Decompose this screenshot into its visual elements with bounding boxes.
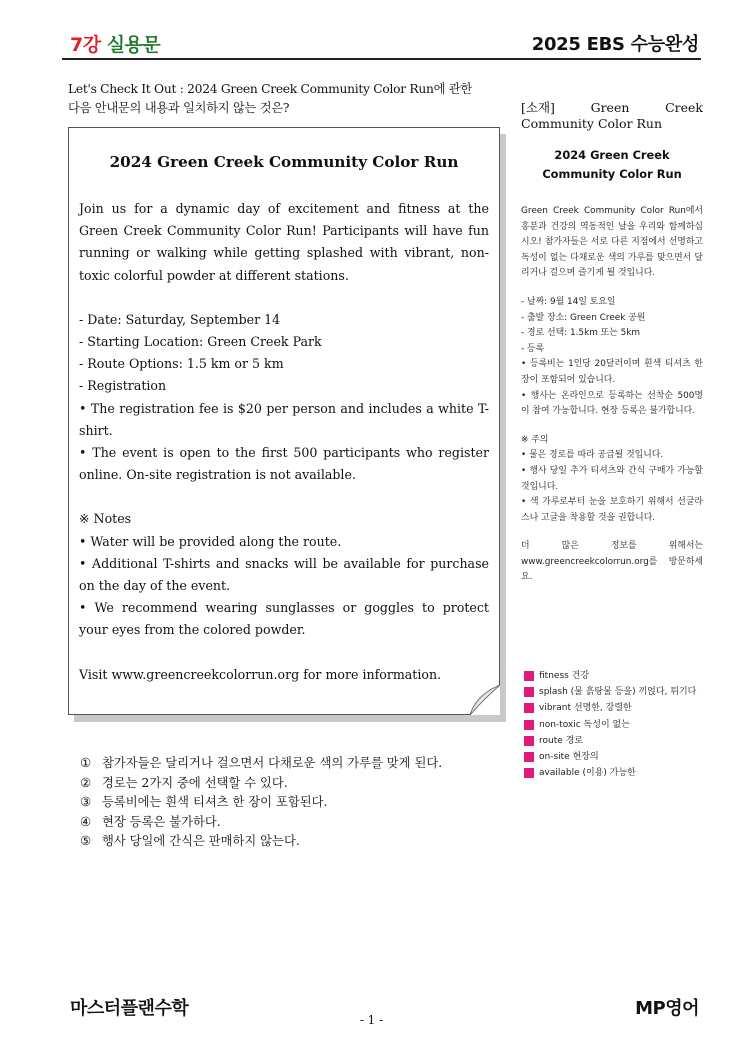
translation-detail: - 경로 선택: 1.5km 또는 5km — [521, 328, 641, 339]
bullet-square-icon — [524, 768, 534, 778]
option-text: 행사 당일에 간식은 판매하지 않는다. — [102, 834, 300, 848]
topic-label-2: Community Color Run — [521, 116, 663, 131]
vocab-item — [524, 684, 709, 700]
notice-title: 2024 Green Creek Community Color Run — [109, 153, 459, 171]
option-text: 참가자들은 달리거나 걸으면서 다채로운 색의 가루를 맞게 된다. — [102, 756, 443, 770]
vocab-text: fitness 건강 — [539, 671, 590, 681]
option-number: ⑤ — [80, 834, 92, 848]
notice-intro: Join us for a dynamic day of excitement and fitness at the Green Creek Community Color Run! Participants will have fun running or walking while getting splashed with vibrant, non-toxic colorful powder at different stations. — [79, 201, 489, 283]
page-curl-icon — [470, 685, 500, 715]
answer-option-4[interactable] — [80, 813, 508, 833]
notice-note: • Water will be provided along the route. — [79, 533, 342, 549]
notice-detail: - Date: Saturday, September 14 — [79, 311, 281, 327]
question-line-2: 다음 안내문의 내용과 일치하지 않는 것은? — [68, 101, 290, 115]
notice-detail: - Registration — [79, 378, 167, 394]
notice-note: • Additional T-shirts and snacks will be available for purchase on the day of the event. — [79, 555, 489, 594]
translation-column — [521, 100, 703, 586]
answer-option-3[interactable] — [80, 793, 508, 813]
translation-visit: 더 많은 정보를 위해서는 www.greencreekcolorrun.org를 방문하세요. — [521, 541, 703, 583]
notice-visit: Visit www.greencreekcolorrun.org for more information. — [79, 666, 442, 682]
vocab-text: on-site 현장의 — [539, 752, 599, 763]
vocab-item — [524, 717, 709, 733]
book-title: 2025 EBS 수능완성 — [531, 34, 699, 55]
option-text: 경로는 2가지 중에 선택할 수 있다. — [102, 775, 288, 790]
notice-detail: - Starting Location: Green Creek Park — [79, 334, 322, 350]
footer-subject: MP영어 — [635, 998, 699, 1019]
topic-label: [소재] Green Creek — [521, 100, 703, 115]
notice-detail: • The event is open to the first 500 participants who register online. On-site registration is not available. — [79, 445, 489, 483]
translation-detail: - 출발 장소: Green Creek 공원 — [521, 312, 646, 323]
vocab-item — [524, 749, 709, 765]
option-text: 현장 등록은 불가하다. — [102, 814, 221, 829]
question-line-1: Let's Check It Out : 2024 Green Creek Community Color Run에 관한 — [68, 82, 472, 96]
notice-detail: • The registration fee is $20 per person and includes a white T-shirt. — [79, 400, 489, 438]
option-text: 등록비에는 흰색 티셔츠 한 장이 포함된다. — [102, 795, 328, 809]
bullet-square-icon — [524, 736, 534, 746]
translation-note: • 색 가루로부터 눈을 보호하기 위해서 선글라스나 고글을 착용할 것을 권합니다. — [521, 497, 703, 523]
answer-options — [80, 754, 508, 852]
answer-option-5[interactable] — [80, 832, 508, 852]
vocab-item — [524, 668, 709, 684]
option-number: ④ — [80, 814, 92, 829]
vocab-item — [524, 765, 709, 781]
translation-detail: • 등록비는 1인당 20달러이며 흰색 티셔츠 한 장이 포함되어 있습니다. — [521, 359, 703, 385]
translation-intro: Green Creek Community Color Run에서 흥분과 건강의 역동적인 날을 우리와 함께하십시오! 참가자들은 서로 다른 지점에서 선명하고 독성이 없는 다채로운 색의 가루를 맞으면서 달리거나 걸으며 즐기게 될 것입니다. — [521, 206, 703, 279]
bullet-square-icon — [524, 671, 534, 681]
translation-notes-heading: ※ 주의 — [521, 434, 549, 445]
vocabulary-list — [524, 668, 709, 781]
vocab-text: non-toxic 독성이 없는 — [539, 719, 630, 730]
answer-option-1[interactable] — [80, 754, 508, 774]
footer-brand: 마스터플랜수학 — [70, 998, 189, 1019]
vocab-text: available (이용) 가능한 — [539, 768, 636, 779]
vocab-text: splash (물 흙탕물 등을) 끼얹다, 튀기다 — [539, 687, 697, 698]
lesson-title: 실용문 — [106, 34, 161, 56]
page-number: - 1 - — [359, 1013, 384, 1027]
notice-note: • We recommend wearing sunglasses or goggles to protect your eyes from the colored powder. — [79, 600, 489, 638]
answer-option-2[interactable] — [80, 774, 508, 794]
translation-detail: • 행사는 온라인으로 등록하는 선착순 500명이 참여 가능합니다. 현장 등록은 불가합니다. — [521, 390, 703, 417]
bullet-square-icon — [524, 752, 534, 762]
translation-title: 2024 Green Creek Community Color Run — [542, 148, 682, 181]
bullet-square-icon — [524, 703, 534, 713]
notes-heading: ※ Notes — [79, 511, 132, 527]
option-number: ① — [80, 756, 92, 770]
vocab-text: vibrant 선명한, 강렬한 — [539, 703, 632, 714]
question-text — [68, 80, 508, 118]
header-divider — [62, 58, 701, 60]
translation-note: • 행사 당일 추가 티셔츠와 간식 구매가 가능할 것입니다. — [521, 465, 703, 492]
vocab-text: route 경로 — [539, 735, 584, 746]
lesson-number: 7강 — [70, 34, 101, 56]
bullet-square-icon — [524, 720, 534, 730]
vocab-item — [524, 700, 709, 716]
bullet-square-icon — [524, 687, 534, 697]
vocab-item — [524, 733, 709, 749]
notice-box — [68, 127, 500, 715]
translation-note: • 물은 경로를 따라 공급될 것입니다. — [521, 450, 664, 461]
lesson-label — [70, 30, 160, 57]
translation-detail: - 날짜: 9월 14일 토요일 — [521, 296, 616, 307]
translation-detail: - 등록 — [521, 343, 545, 354]
option-number: ③ — [80, 795, 92, 809]
option-number: ② — [80, 775, 92, 790]
notice-detail: - Route Options: 1.5 km or 5 km — [79, 356, 284, 372]
